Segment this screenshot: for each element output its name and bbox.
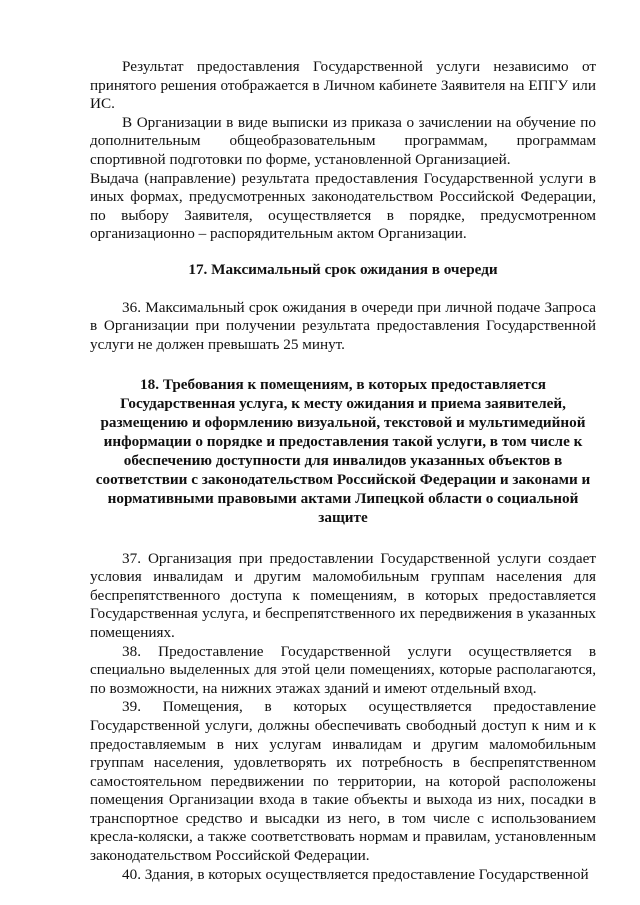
paragraph-39: 39. Помещения, в которых осуществляется предоставление Государственной услуги, должны обеспечивать свободный доступ к ним и к предоставляемым в них услугам инвалидам и другим маломобильным группам населения, удовлетворять их потребность в беспрепятственном самостоятельном передвижении по территории, на которой расположены помещения Организации входа в такие объекты и выхода из них, посадки в транспортное средство и высадки из него, в том числе с использованием кресла-коляски, а также соответствовать нормам и правилам, установленным законодательством Российской Федерации. xyxy=(90,698,596,865)
section-heading-17: 17. Максимальный срок ожидания в очереди xyxy=(188,260,498,278)
paragraph-36: 36. Максимальный срок ожидания в очереди при личной подаче Запроса в Организации при получении результата предоставления Государственной услуги не должен превышать 25 минут. xyxy=(90,298,596,353)
section-heading-18: 18. Требования к помещениям, в которых предоставляется Государственная услуга, к месту ожидания и приема заявителей, размещению и оформлению визуальной, текстовой и мультимедийной информации о порядке и предоставления такой услуги, в том числе к обеспечению доступности для инвалидов указанных объектов в соответствии с законодательством Российской Федерации и законами и нормативными правовыми актами Липецкой области о социальной защите xyxy=(95,376,591,526)
paragraph-38: 38. Предоставление Государственной услуги осуществляется в специально выделенных для этой цели помещениях, которые располагаются, по возможности, на нижних этажах зданий и имеют отдельный вход. xyxy=(90,642,596,697)
paragraph-issuance: Выдача (направление) результата предоставления Государственной услуги в иных формах, предусмотренных законодательством Российской Федерации, по выбору Заявителя, осуществляется в порядке, предусмотренном организационно – распорядительным актом Организации. xyxy=(90,169,596,243)
paragraph-result-intro: Результат предоставления Государственной услуги независимо от принятого решения отображается в Личном кабинете Заявителя на ЕПГУ или ИС. xyxy=(90,58,596,113)
paragraph-40: 40. Здания, в которых осуществляется предоставление Государственной xyxy=(122,865,589,883)
paragraph-37: 37. Организация при предоставлении Государственной услуги создает условия инвалидам и другим маломобильным группам населения для беспрепятственного доступа к помещениям, в которых предоставляется Государственная услуга, и беспрепятственного их передвижения в указанных помещениях. xyxy=(90,549,596,641)
paragraph-org-extract: В Организации в виде выписки из приказа о зачислении на обучение по дополнительным общеобразовательным программам, программам спортивной подготовки по форме, установленной Организацией. xyxy=(90,113,596,168)
